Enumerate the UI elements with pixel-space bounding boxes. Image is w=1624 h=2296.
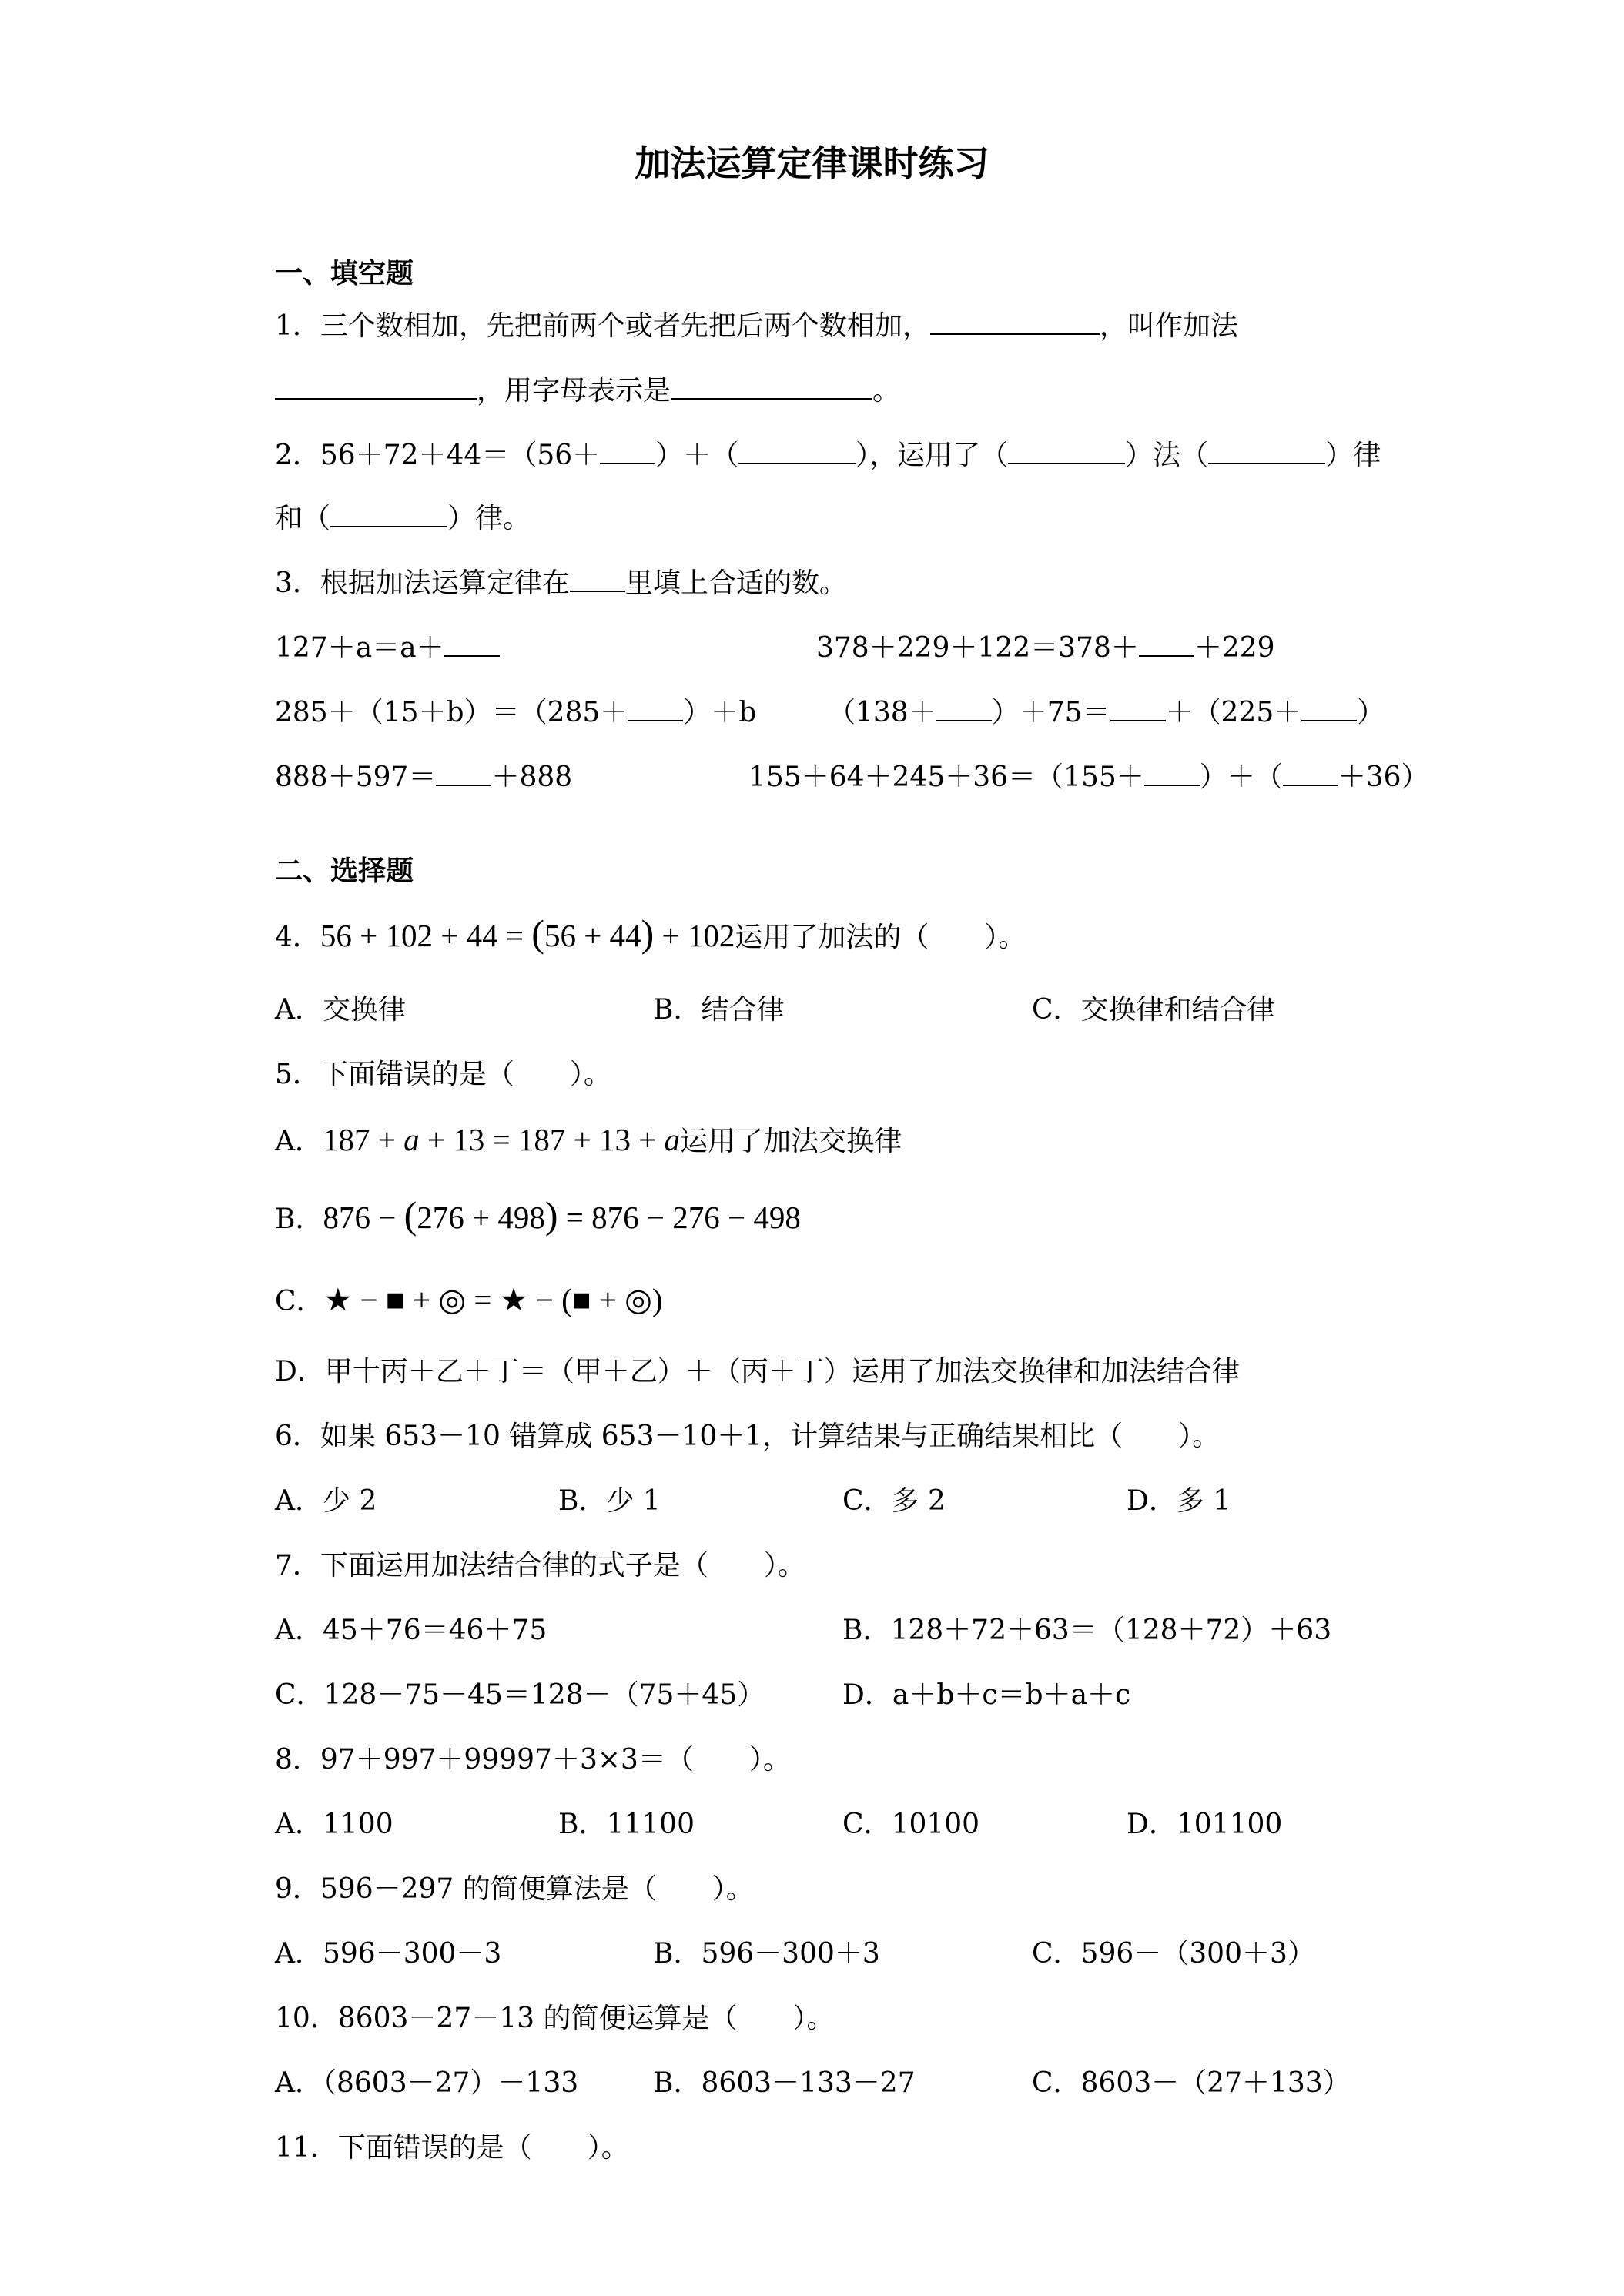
option-a[interactable]: A．1100 <box>275 1809 393 1840</box>
option-d[interactable]: D．多 1 <box>1127 1485 1231 1517</box>
option-d[interactable]: D．101100 <box>1127 1809 1283 1840</box>
option-b[interactable]: B．128＋72＋63＝（128＋72）＋63 <box>842 1615 1332 1646</box>
option-c[interactable]: C．8603－（27＋133） <box>1032 2067 1351 2099</box>
question-11-stem: 11．下面错误的是（ ）。 <box>275 2132 629 2164</box>
answer-blank[interactable] <box>1144 761 1200 786</box>
answer-blank[interactable] <box>1110 697 1166 721</box>
equation-text: ）＋（ <box>1199 761 1283 793</box>
question-1-text-a: 1．三个数相加，先把前两个或者先把后两个数相加， <box>275 310 930 342</box>
option-b[interactable]: B．11100 <box>558 1809 695 1840</box>
math-expression: = 876 − 276 − 498 <box>558 1200 801 1235</box>
question-1-text-b: ，叫作加法 <box>1099 310 1238 342</box>
question-3-item-1 <box>275 631 500 665</box>
answer-blank[interactable] <box>936 697 992 721</box>
math-expression: 187 + <box>323 1122 404 1157</box>
question-number: 4． <box>275 922 320 953</box>
equation-text: ）＋75＝ <box>991 697 1110 728</box>
answer-blank[interactable] <box>1139 632 1194 657</box>
answer-blank[interactable] <box>1283 761 1338 786</box>
equation-text: 127＋a＝a＋ <box>275 632 444 664</box>
option-a[interactable]: A．45＋76＝46＋75 <box>275 1615 547 1646</box>
option-label: A． <box>275 1126 323 1157</box>
answer-blank[interactable] <box>738 440 856 464</box>
question-3-item-4 <box>828 696 1385 730</box>
answer-blank[interactable] <box>444 632 500 657</box>
math-expression: ★ − ■ + ◎ = ★ − (■ + ◎) <box>323 1282 663 1317</box>
question-9-stem: 9．596－297 的简便算法是（ ）。 <box>275 1873 754 1905</box>
math-paren: ( <box>531 912 544 955</box>
section-heading-multiple-choice: 二、选择题 <box>275 855 414 887</box>
question-2-text-f: 和（ <box>275 503 331 534</box>
question-3-item-6 <box>748 761 1429 795</box>
option-c[interactable]: C．交换律和结合律 <box>1032 994 1275 1026</box>
question-text: 运用了加法的（ ）。 <box>735 922 1026 953</box>
answer-blank[interactable] <box>628 697 683 721</box>
math-expression: + 13 = 187 + 13 + <box>419 1122 665 1157</box>
answer-blank[interactable] <box>436 761 491 786</box>
question-2-text-c: ），运用了（ <box>856 440 1009 471</box>
option-c[interactable]: C．多 2 <box>842 1485 946 1517</box>
equation-text: 378＋229＋122＝378＋ <box>816 632 1139 664</box>
equation-text: 285＋（15＋b）＝（285＋ <box>275 697 628 728</box>
answer-blank[interactable] <box>275 375 477 400</box>
question-6-stem: 6．如果 653－10 错算成 653－10＋1，计算结果与正确结果相比（ ）。 <box>275 1421 1221 1452</box>
option-d[interactable]: D．甲十丙＋乙＋丁＝（甲＋乙）＋（丙＋丁）运用了加法交换律和加法结合律 <box>275 1356 1240 1387</box>
math-expression: 56 + 44 <box>544 918 641 953</box>
answer-blank[interactable] <box>1301 697 1357 721</box>
option-a[interactable]: A．596－300－3 <box>275 1938 502 1970</box>
question-2-text-e: ）律 <box>1325 440 1381 471</box>
option-a[interactable]: A．少 2 <box>275 1485 377 1517</box>
question-4-stem <box>275 912 1026 955</box>
question-2-text-g: ）律。 <box>447 503 531 534</box>
equation-text: ＋（225＋ <box>1165 697 1302 728</box>
option-b[interactable]: B．596－300＋3 <box>653 1938 880 1970</box>
math-variable: a <box>664 1122 681 1157</box>
question-1-text-d: 。 <box>872 375 901 407</box>
answer-blank[interactable] <box>600 440 655 464</box>
option-label: C． <box>275 1286 324 1317</box>
question-3-item-3 <box>275 696 756 730</box>
answer-blank[interactable] <box>930 310 1100 335</box>
equation-text: 155＋64＋245＋36＝（155＋ <box>748 761 1144 793</box>
question-2-text-a: 2．56＋72＋44＝（56＋ <box>275 440 601 471</box>
math-expression: 276 + 498 <box>417 1200 545 1235</box>
question-3-item-2 <box>816 631 1275 665</box>
question-3-item-5 <box>275 761 572 795</box>
option-text: 运用了加法交换律 <box>680 1126 902 1157</box>
answer-blank[interactable] <box>330 503 447 527</box>
answer-blank[interactable] <box>671 375 872 400</box>
question-3-stem <box>275 567 847 601</box>
math-variable: a <box>403 1122 420 1157</box>
equation-text: 888＋597＝ <box>275 761 437 793</box>
question-2-line-1 <box>275 439 1381 473</box>
option-c[interactable]: C．596－（300＋3） <box>1032 1938 1315 1970</box>
question-2-text-b: ）＋（ <box>655 440 739 471</box>
option-b[interactable]: B．少 1 <box>558 1485 661 1517</box>
question-1-line-1 <box>275 310 1238 343</box>
option-a[interactable]: A．（8603－27）－133 <box>275 2067 579 2099</box>
option-b[interactable]: B．结合律 <box>653 994 785 1026</box>
question-2-text-d: ）法（ <box>1125 440 1209 471</box>
option-a[interactable] <box>275 1123 902 1159</box>
question-5-stem: 5．下面错误的是（ ）。 <box>275 1059 611 1090</box>
math-paren: ) <box>544 1193 558 1237</box>
option-d[interactable]: D．a＋b＋c＝b＋a＋c <box>842 1679 1131 1711</box>
question-2-line-2 <box>275 502 531 536</box>
equation-text: （138＋ <box>828 697 936 728</box>
equation-text: ）＋b <box>683 697 757 728</box>
equation-text: ＋229 <box>1194 632 1275 664</box>
math-expression: 56 + 102 + 44 = <box>320 918 532 953</box>
math-expression: + 102 <box>654 918 735 953</box>
option-a[interactable]: A．交换律 <box>275 994 406 1026</box>
option-c[interactable] <box>275 1283 663 1319</box>
option-b[interactable] <box>275 1193 801 1237</box>
math-paren: ) <box>641 912 655 955</box>
equation-text: ＋888 <box>491 761 573 793</box>
question-1-text-c: ，用字母表示是 <box>477 375 671 407</box>
math-expression: 876 − <box>323 1200 404 1235</box>
question-7-stem: 7．下面运用加法结合律的式子是（ ）。 <box>275 1550 805 1581</box>
equation-text: ＋36） <box>1338 761 1429 793</box>
option-label: B． <box>275 1203 323 1235</box>
answer-blank <box>570 567 625 592</box>
option-c[interactable]: C．10100 <box>842 1809 980 1840</box>
answer-blank[interactable] <box>1208 440 1325 464</box>
answer-blank[interactable] <box>1008 440 1125 464</box>
question-8-stem: 8．97＋997＋99997＋3×3＝（ ）。 <box>275 1744 791 1776</box>
option-c[interactable]: C．128－75－45＝128－（75＋45） <box>275 1679 765 1711</box>
option-b[interactable]: B．8603－133－27 <box>653 2067 916 2099</box>
question-3-text-b: 里填上合适的数。 <box>624 567 847 599</box>
math-paren: ( <box>403 1193 417 1237</box>
section-heading-fill-blank: 一、填空题 <box>275 258 414 290</box>
question-3-text-a: 3．根据加法运算定律在 <box>275 567 570 599</box>
page-title: 加法运算定律课时练习 <box>635 142 989 184</box>
question-10-stem: 10．8603－27－13 的简便运算是（ ）。 <box>275 2003 835 2034</box>
equation-text: ） <box>1357 697 1385 728</box>
question-1-line-2 <box>275 374 900 408</box>
